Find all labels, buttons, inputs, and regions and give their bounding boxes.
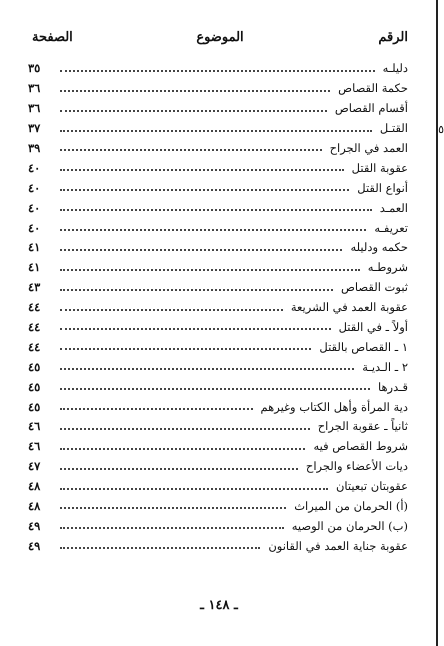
dot-leader — [60, 507, 286, 509]
entry-title: عقوبة العمد في الشريعة — [290, 300, 408, 315]
dot-leader — [60, 428, 310, 430]
dot-leader — [60, 209, 372, 211]
entry-title: ١ ـ القصاص بالقتل — [319, 339, 408, 354]
dot-leader — [60, 269, 360, 271]
topic-column-header: الموضوع — [196, 30, 244, 45]
entry-title: شروطـه — [367, 260, 408, 275]
dot-leader — [60, 527, 284, 529]
toc-entry — [28, 456, 408, 476]
entry-page: ٤٤ — [28, 300, 41, 315]
entry-page: ٤٥ — [28, 359, 41, 374]
toc-entry — [28, 257, 408, 277]
dot-leader — [60, 189, 349, 191]
dot-leader — [60, 328, 331, 330]
entry-page: ٤٤ — [28, 319, 41, 334]
toc-list — [28, 58, 444, 555]
toc-entry — [28, 376, 408, 396]
entry-title: دية المرأة وأهل الكتاب وغيرهم — [260, 399, 408, 414]
toc-entry — [28, 277, 408, 297]
entry-title: (ب) الحرمان من الوصيه — [291, 518, 408, 533]
entry-page: ٤٠ — [28, 160, 41, 175]
entry-page: ٤٠ — [28, 180, 41, 195]
entry-page: ٣٦ — [28, 101, 41, 116]
dot-leader — [60, 348, 311, 350]
entry-title: عقوبة القتل — [351, 160, 408, 175]
entry-title: قـدرها — [377, 379, 408, 394]
dot-leader — [60, 130, 372, 132]
toc-entry — [28, 58, 408, 78]
toc-entry — [28, 98, 408, 118]
entry-page: ٤٥ — [28, 379, 41, 394]
entry-title: أولاً ـ في القتل — [338, 319, 408, 334]
entry-title: عقوبة جناية العمد في القانون — [268, 538, 408, 553]
toc-entry — [28, 237, 408, 257]
page-number: ـ ١٤٨ ـ — [200, 598, 238, 613]
entry-page: ٤٠ — [28, 200, 41, 215]
dot-leader — [60, 547, 260, 549]
dot-leader — [60, 110, 327, 112]
entry-page: ٤١ — [28, 260, 41, 275]
entry-title: أنواع القتل — [357, 180, 408, 195]
entry-page: ٤٦ — [28, 419, 41, 434]
entry-title: العمد في الجراح — [329, 140, 408, 155]
dot-leader — [60, 309, 283, 311]
toc-entry — [28, 496, 408, 516]
page-column-header: الصفحة — [32, 30, 73, 45]
entry-title: ديات الأعضاء والجراح — [305, 459, 408, 474]
entry-title: شروط القصاص فيه — [313, 439, 408, 454]
entry-page: ٣٦ — [28, 81, 41, 96]
entry-page: ٤٨ — [28, 498, 41, 513]
toc-entry — [28, 317, 408, 337]
entry-page: ٣٧ — [28, 121, 41, 136]
entry-page: ٤٧ — [28, 459, 41, 474]
toc-entry — [28, 157, 408, 177]
entry-title: القتـل — [379, 121, 408, 136]
entry-page: ٤١ — [28, 240, 41, 255]
toc-entry — [28, 297, 408, 317]
dot-leader — [60, 70, 375, 72]
entry-page: ٤٣ — [28, 280, 41, 295]
entry-title: (أ) الحرمان من الميراث — [294, 498, 408, 513]
toc-entry — [28, 396, 408, 416]
toc-entry — [28, 197, 408, 217]
entry-title: ثبوت القصاص — [341, 280, 408, 295]
entry-title: ٢ ـ الـديـة — [362, 359, 408, 374]
toc-entry — [28, 78, 408, 98]
toc-entry — [28, 336, 408, 356]
toc-entry — [28, 138, 408, 158]
entry-page: ٤٩ — [28, 518, 41, 533]
entry-title: تعريفـه — [374, 220, 408, 235]
toc-entry — [28, 356, 408, 376]
entry-title: دليلـه — [382, 61, 408, 76]
number-column-header: الرقم — [378, 30, 408, 45]
dot-leader — [60, 169, 344, 171]
dot-leader — [60, 368, 354, 370]
dot-leader — [60, 149, 322, 151]
toc-entry — [28, 217, 408, 237]
entry-page: ٤٤ — [28, 339, 41, 354]
entry-title: حكمة القصاص — [338, 81, 408, 96]
toc-entry — [28, 436, 408, 456]
toc-entry — [28, 416, 408, 436]
toc-entry — [28, 515, 408, 535]
entry-page: ٤٦ — [28, 439, 41, 454]
dot-leader — [60, 249, 342, 251]
toc-header — [32, 30, 408, 50]
dot-leader — [60, 408, 253, 410]
entry-page: ٣٩ — [28, 140, 41, 155]
dot-leader — [60, 90, 330, 92]
entry-page: ٣٥ — [28, 61, 41, 76]
toc-entry — [28, 118, 444, 138]
dot-leader — [60, 488, 328, 490]
dot-leader — [60, 448, 305, 450]
entry-title: أقسام القصاص — [334, 101, 408, 116]
toc-entry — [28, 535, 408, 555]
entry-number: ٥ — [438, 122, 444, 136]
dot-leader — [60, 289, 333, 291]
entry-title: عقوبتان تبعيتان — [335, 479, 408, 494]
dot-leader — [60, 388, 370, 390]
entry-title: العمـد — [379, 200, 408, 215]
dot-leader — [60, 468, 298, 470]
entry-page: ٤٥ — [28, 399, 41, 414]
entry-title: حكمه ودليله — [350, 240, 408, 255]
entry-page: ٤٠ — [28, 220, 41, 235]
dot-leader — [60, 229, 366, 231]
toc-entry — [28, 177, 408, 197]
toc-entry — [28, 476, 408, 496]
entry-title: ثانياً ـ عقوبة الجراح — [317, 419, 408, 434]
entry-page: ٤٩ — [28, 538, 41, 553]
entry-page: ٤٨ — [28, 479, 41, 494]
